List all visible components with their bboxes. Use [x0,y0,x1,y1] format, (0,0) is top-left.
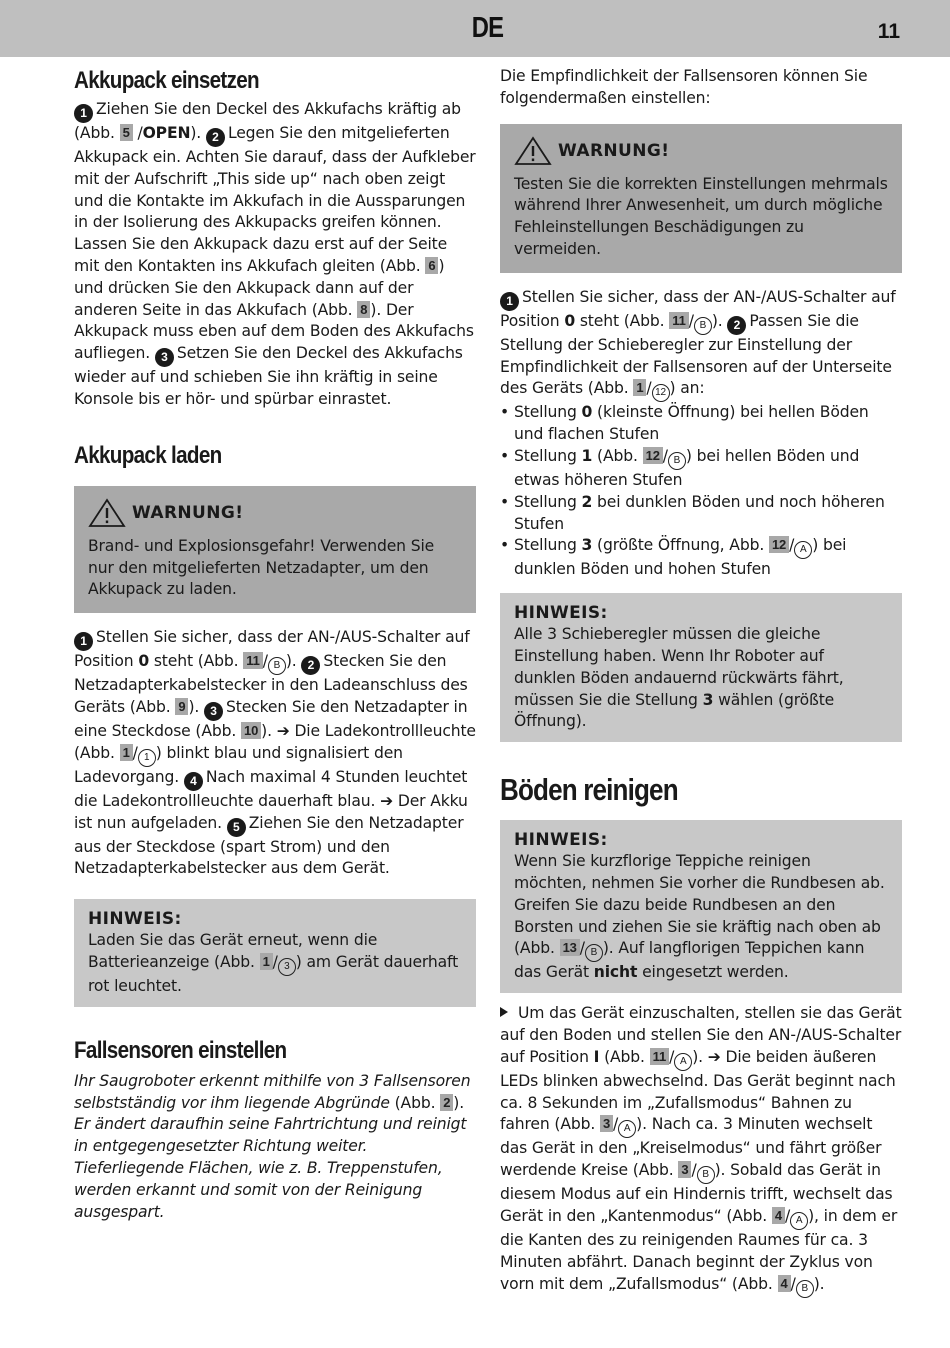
figure-ref: 5 [120,124,133,141]
step-3-icon: 3 [155,348,174,367]
note-title: HINWEIS: [514,830,608,851]
paragraph-akku-einsetzen: 1 Ziehen Sie den Deckel des Akkufachs kräftig ab (Abb. 5 /OPEN). 2 Legen Sie den mitgelieferten Akkupack ein. Achten Sie darauf, dass der Aufkleber mit der Aufschrift „This side up“ nach oben zeigt und die Kontakte im Akkufach in die Aussparungen in der Isolierung des Akkupacks greifen können. Lassen Sie den Akkupack dazu erst auf der Seite mit den Kontakten ins Akkufach gleiten (Abb. 6 ) und drücken Sie den Akkupack dann auf der anderen Seite in das Akkufach (Abb. 8 ). Der Akkupack muss eben auf dem Boden des Akkufachs aufliegen. 3 Setzen Sie den Deckel des Akkufachs wieder auf und schieben Sie ihn kräftig in seine Konsole bis er hör- und spürbar einrastet. [74,100,476,408]
figure-ref: 13 [560,939,580,956]
right-column [500,64,902,1298]
label-circle: B [585,944,603,962]
figure-ref: 4 [778,1275,791,1292]
warning-triangle-icon [514,136,552,166]
language-code: DE [471,12,504,44]
figure-ref: 1 [260,953,273,970]
figure-ref: 6 [425,257,438,274]
step-4-icon: 4 [184,772,203,791]
label-circle: B [694,317,712,335]
step-1-icon: 1 [74,632,93,651]
warning-title: WARNUNG! [514,136,888,166]
note-box [74,899,476,1007]
figure-ref: 11 [669,312,688,329]
label-circle: B [697,1166,715,1184]
label-circle: A [794,541,812,559]
note-box [500,820,902,993]
step-1-icon: 1 [500,292,519,311]
action-arrow-icon [500,1007,508,1017]
figure-ref: 12 [769,536,789,553]
figure-ref: 8 [357,301,370,318]
heading-fallsensoren: Fallsensoren einstellen [74,1036,287,1064]
step-2-icon: 2 [727,316,746,335]
figure-ref: 1 [120,744,133,761]
label-circle: B [796,1280,814,1298]
paragraph-fallsensoren: Ihr Saugroboter erkennt mithilfe von 3 Fallsensoren selbstständig vor ihm liegende Abgründe (Abb. 2 ). Er ändert daraufhin seine Fahrtrichtung und reinigt in entgegengesetzter Richtung weiter. Tieferliegende Flächen, wie z. B. Treppenstufen, werden erkannt und somit von der Reinigung ausgespart. [74,1071,471,1221]
note-title: HINWEIS: [88,909,182,930]
label-circle: 12 [652,384,670,402]
figure-ref: 4 [772,1207,785,1224]
label-circle: B [668,452,686,470]
label-circle: B [268,657,286,675]
note-text: Laden Sie das Gerät erneut, wenn die Batterieanzeige (Abb. 1 / 3 ) am Gerät dauerhaft rot leuchtet. [88,931,459,995]
paragraph-steps: 1 Stellen Sie sicher, dass der AN-/AUS-Schalter auf Position 0 steht (Abb. 11 / B ). 2 Passen Sie die Stellung der Schieberegler zur Einstellung der Empfindlichkeit der Fallsensoren auf der Unterseite des Geräts (Abb. 1 / 12 ) an: [500,287,902,403]
paragraph-intro: Die Empfindlichkeit der Fallsensoren können Sie folgendermaßen einstellen: [500,67,868,107]
step-5-icon: 5 [227,818,246,837]
warning-text: Brand- und Explosionsgefahr! Verwenden Sie nur den mitgelieferten Netzadapter, um den Akkupack zu laden. [88,536,435,599]
figure-ref: 10 [241,722,261,739]
heading-akkupack-laden: Akkupack laden [74,441,222,469]
figure-ref: 9 [175,698,188,715]
figure-ref: 11 [650,1048,669,1065]
warning-box [74,486,476,613]
step-2-icon: 2 [301,656,320,675]
settings-list [500,402,902,581]
left-column [74,64,476,1223]
page-number: 11 [877,20,900,43]
paragraph-action: Um das Gerät einzuschalten, stellen sie das Gerät auf den Boden und stellen Sie den AN-/AUS-Schalter auf Position I (Abb. 11 / A ). ➔ Die beiden äußeren LEDs blinken abwechselnd. Das Gerät beginnt nach ca. 8 Sekunden im „Zufallsmodus“ Bahnen zu fahren (Abb. 3 / A ). Nach ca. 3 Minuten wechselt das Gerät in den „Kreiselmodus“ und fährt größer werdende Kreise (Abb. 3 / B ). Sobald das Gerät in diesem Modus auf ein Hindernis trifft, wechselt das Gerät in den „Kantenmodus“ (Abb. 4 / A ), in dem er die Kanten des zu reinigenden Raumes für ca. 3 Minuten abfährt. Danach beginnt der Zyklus von vorn mit dem „Zufallsmodus“ (Abb. 4 / B ). [500,1003,902,1297]
figure-ref: 2 [440,1094,453,1111]
label-circle: 3 [278,958,296,976]
label-circle: 1 [138,749,156,767]
step-1-icon: 1 [74,104,93,123]
warning-triangle-icon [88,498,126,528]
label-circle: A [790,1212,808,1230]
note-title: HINWEIS: [514,603,608,624]
warning-text: Testen Sie die korrekten Einstellungen mehrmals während Ihrer Anwesenheit, um durch mögliche Fehleinstellungen Beschädigungen zu vermeiden. [514,174,888,258]
figure-ref: 11 [243,652,262,669]
warning-title: WARNUNG! [88,498,462,528]
list-item: • Stellung 1 (Abb. 12 / B ) bei hellen Böden und etwas höheren Stufen [500,446,902,492]
list-item: • Stellung 3 (größte Öffnung, Abb. 12 / A ) bei dunklen Böden und hohen Stufen [500,535,902,581]
figure-ref: 1 [633,379,646,396]
figure-ref: 12 [643,447,663,464]
warning-box [500,124,902,273]
note-text: Wenn Sie kurzflorige Teppiche reinigen möchten, nehmen Sie vorher die Rundbesen ab. Greifen Sie dazu beide Rundbesen an den Borsten und ziehen Sie sie kräftig nach oben ab (Abb. 13 / B ). Auf langflorigen Teppichen kann das Gerät nicht eingesetzt werden. [514,852,885,982]
list-item: • Stellung 2 bei dunklen Böden und noch höheren Stufen [500,492,902,536]
step-3-icon: 3 [204,702,223,721]
list-item: • Stellung 0 (kleinste Öffnung) bei hellen Böden und flachen Stufen [500,402,902,446]
heading-boeden-reinigen: Böden reinigen [500,772,678,808]
paragraph-akku-laden: 1 Stellen Sie sicher, dass der AN-/AUS-Schalter auf Position 0 steht (Abb. 11 / B ). 2 Stecken Sie den Netzadapterkabelstecker in den Ladeanschluss des Geräts (Abb. 9 ). 3 Stecken Sie den Netzadapter in eine Steckdose (Abb. 10 ). ➔ Die Ladekontrollleuchte (Abb. 1 / 1 ) blinkt blau und signalisiert den Ladevorgang. 4 Nach maximal 4 Stunden leuchtet die Ladekontrollleuchte dauerhaft blau. ➔ Der Akku ist nun aufgeladen. 5 Ziehen Sie den Netzadapter aus der Steckdose (spart Strom) und den Netzadapterkabelstecker aus dem Gerät. [74,628,476,878]
label-circle: A [618,1120,636,1138]
figure-ref: 3 [678,1161,691,1178]
note-text: Alle 3 Schieberegler müssen die gleiche Einstellung haben. Wenn Ihr Roboter auf dunklen Böden andauernd rückwärts fährt, müssen Sie die Stellung 3 wählen (größte Öffnung). [514,625,844,731]
label-circle: A [674,1053,692,1071]
step-2-icon: 2 [206,128,225,147]
heading-akkupack-einsetzen: Akkupack einsetzen [74,67,259,94]
figure-ref: 3 [600,1115,613,1132]
note-box [500,593,902,742]
